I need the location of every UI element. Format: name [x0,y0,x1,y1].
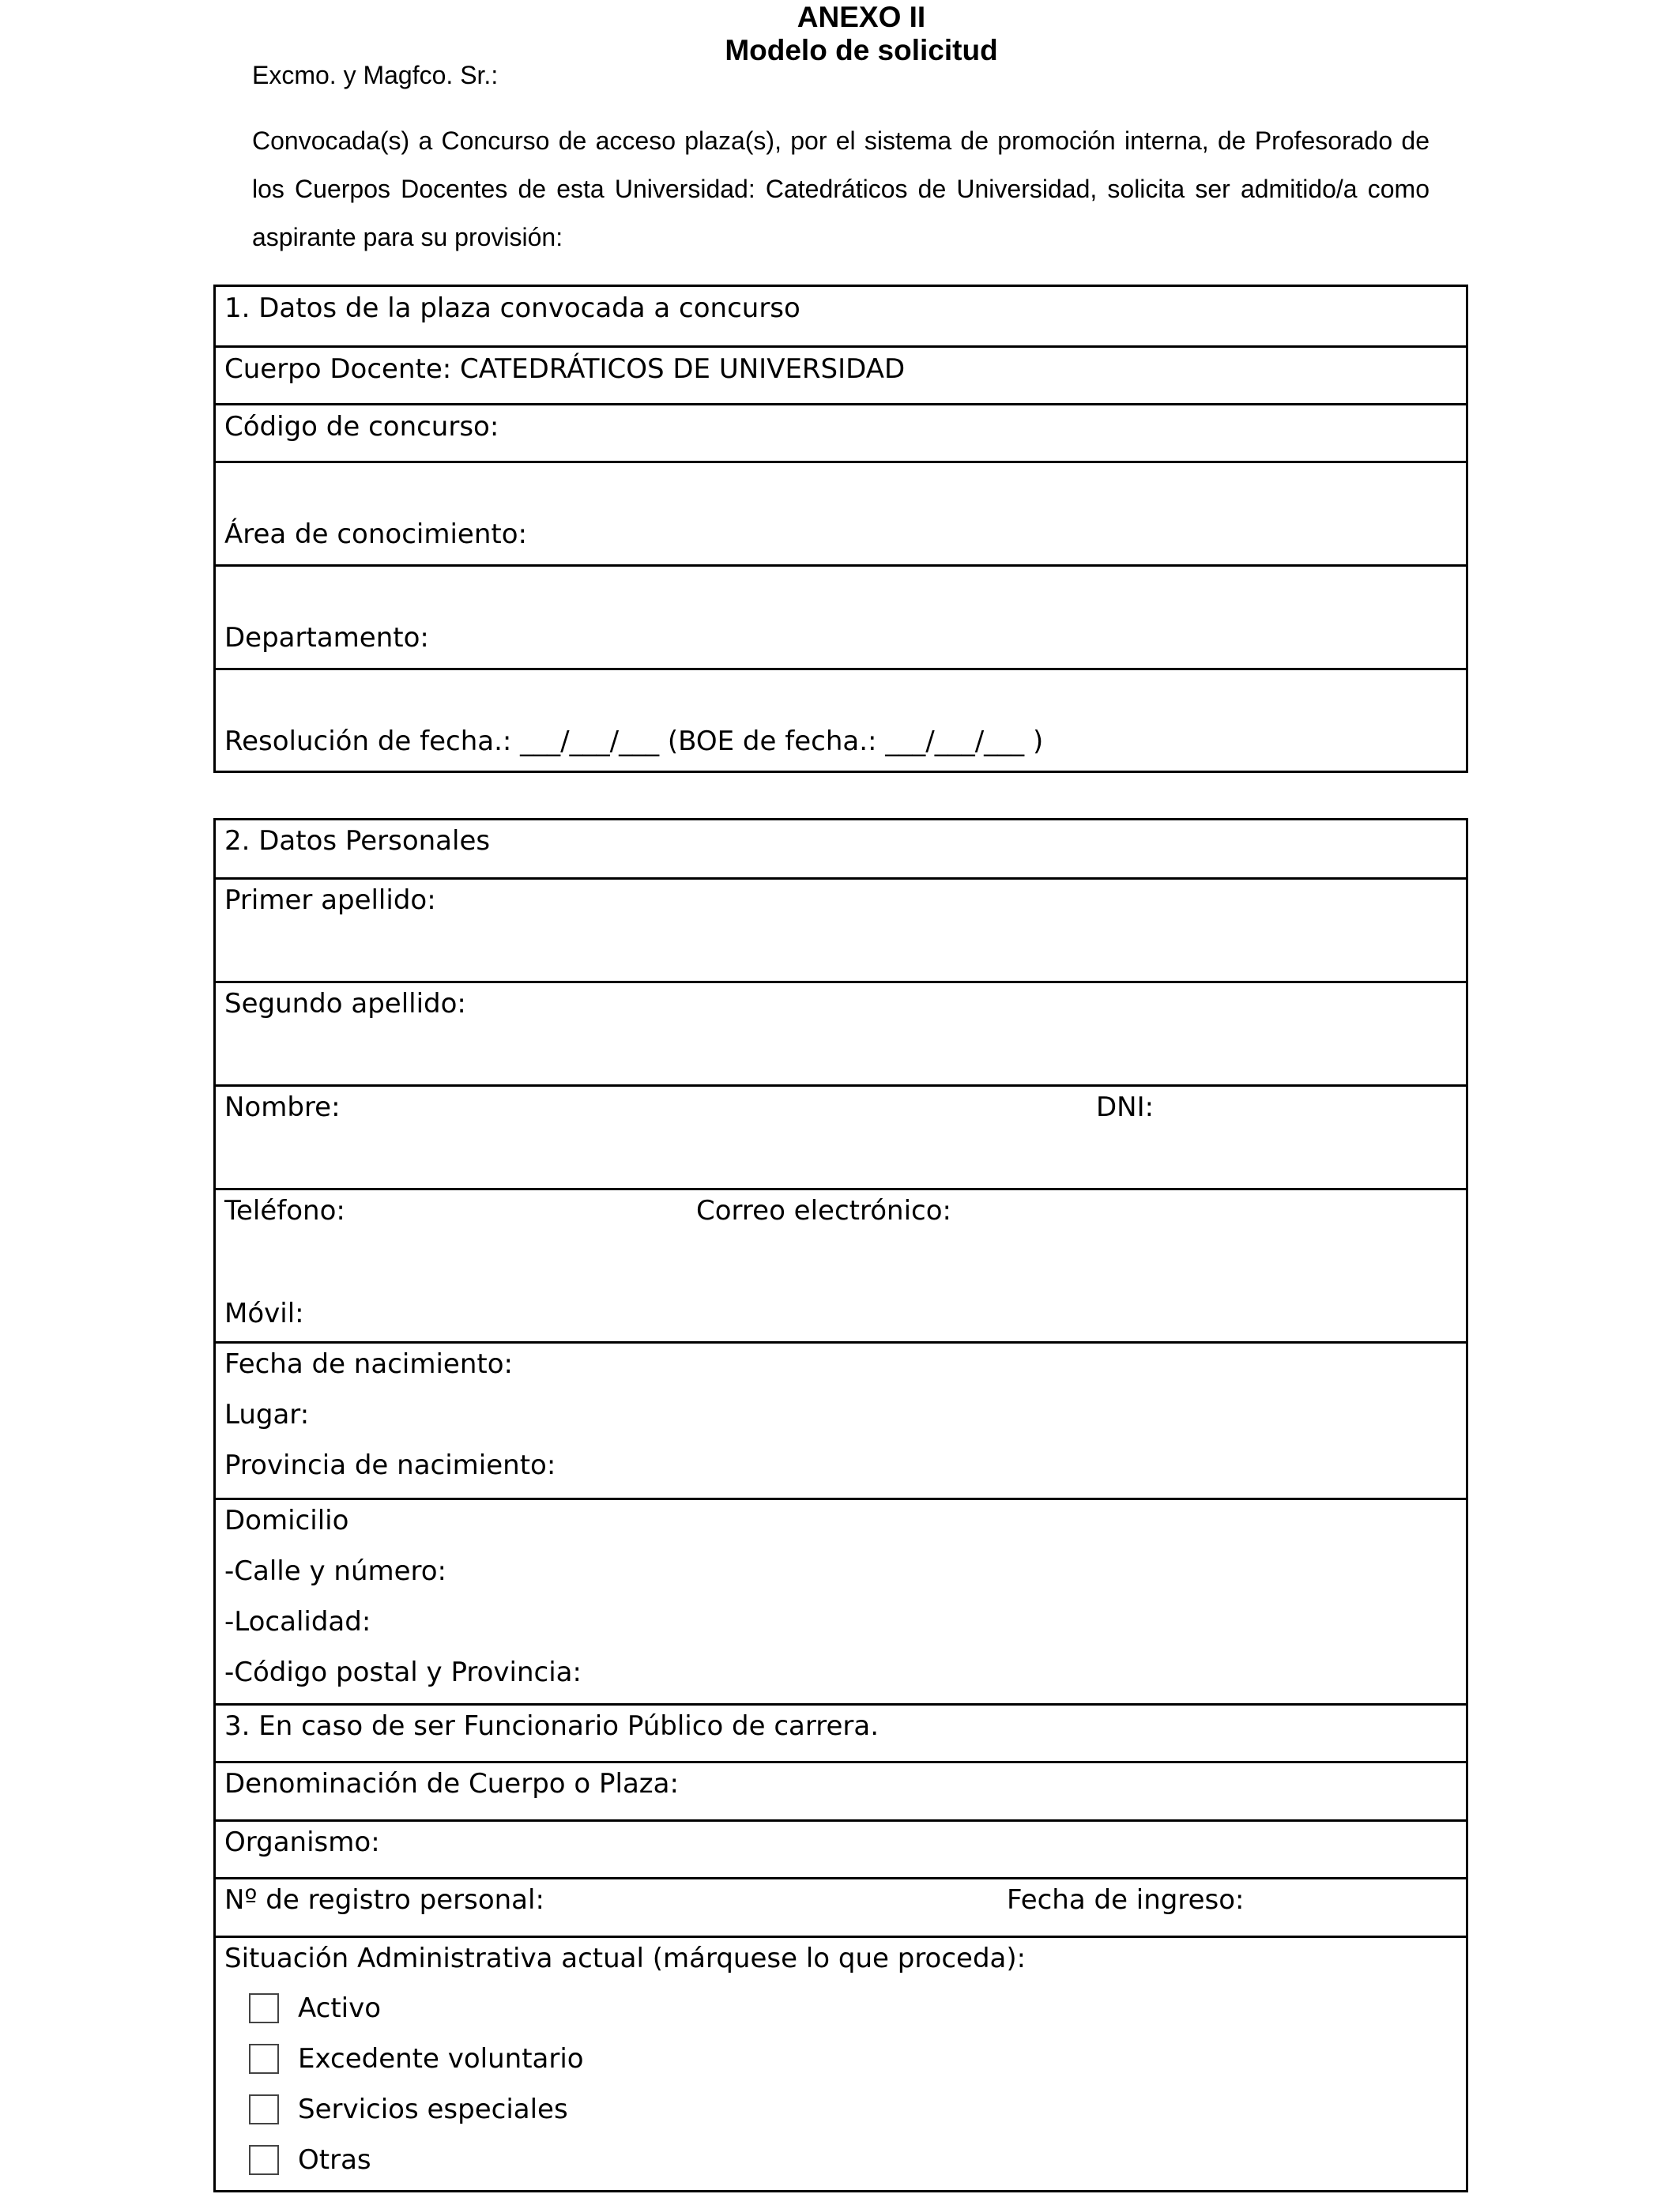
telefono-label: Teléfono: [224,1195,345,1227]
lugar-label: Lugar: [224,1399,310,1431]
calle-label: -Calle y número: [224,1555,447,1587]
segundo-apellido-label: Segundo apellido: [224,988,466,1020]
organismo-row[interactable] [216,1819,1466,1877]
segundo-apellido-row[interactable] [216,981,1466,1084]
movil-label: Móvil: [224,1298,304,1329]
checkbox-excedente-voluntario[interactable] [249,2044,279,2074]
section2-heading-row [216,820,1466,877]
salutation: Excmo. y Magfco. Sr.: [252,61,499,89]
situacion-row [216,1936,1466,2190]
fecha-nacimiento-label: Fecha de nacimiento: [224,1348,513,1380]
checkbox-activo[interactable] [249,1993,279,2023]
contacto-row[interactable] [216,1188,1466,1341]
annex-number: ANEXO II [797,1,926,33]
departamento-label: Departamento: [224,622,429,654]
denominacion-row[interactable] [216,1761,1466,1819]
resolucion-fecha-label: Resolución de fecha.: ___/___/___ (BOE de fecha.: ___/___/___ ) [224,726,1044,757]
domicilio-label: Domicilio [224,1505,349,1536]
checkbox-servicios-especiales[interactable] [249,2094,279,2124]
nombre-label: Nombre: [224,1091,341,1123]
dni-label: DNI: [1096,1091,1155,1123]
localidad-label: -Localidad: [224,1606,371,1638]
intro-paragraph: Convocada(s) a Concurso de acceso plaza(s), por el sistema de promoción interna, de Profesorado de los Cuerpos Docentes de esta Universidad: Catedráticos de Universidad, solicita ser admitido/a como aspirante para su provisión: [252,126,1430,251]
option-otras: Otras [298,2144,371,2176]
section1-heading: 1. Datos de la plaza convocada a concurso [224,292,800,324]
departamento-row[interactable] [216,564,1466,668]
form-title: Modelo de solicitud [725,34,998,66]
primer-apellido-label: Primer apellido: [224,884,436,916]
nacimiento-row[interactable] [216,1341,1466,1498]
denominacion-label: Denominación de Cuerpo o Plaza: [224,1768,679,1800]
section3-heading-row [216,1703,1466,1761]
section-plaza [213,285,1468,773]
section3-heading: 3. En caso de ser Funcionario Público de carrera. [224,1710,880,1742]
area-conocimiento-label: Área de conocimiento: [224,518,527,550]
primer-apellido-row[interactable] [216,877,1466,981]
domicilio-row[interactable] [216,1498,1466,1703]
cuerpo-row [216,345,1466,403]
registro-label: Nº de registro personal: [224,1884,544,1916]
section1-heading-row [216,287,1466,345]
correo-label: Correo electrónico: [696,1195,951,1227]
option-excedente-voluntario: Excedente voluntario [298,2043,584,2075]
cuerpo-docente: Cuerpo Docente: CATEDRÁTICOS DE UNIVERSIDAD [224,353,906,385]
section-personal [213,818,1468,2192]
codigo-postal-label: -Código postal y Provincia: [224,1657,582,1688]
codigo-concurso-label: Código de concurso: [224,411,499,443]
organismo-label: Organismo: [224,1826,380,1858]
nombre-dni-row[interactable] [216,1084,1466,1188]
situacion-label: Situación Administrativa actual (márquese lo que proceda): [224,1943,1026,1974]
area-row[interactable] [216,461,1466,564]
option-activo: Activo [298,1992,382,2024]
resolucion-row[interactable] [216,668,1466,771]
codigo-row[interactable] [216,403,1466,461]
section2-heading: 2. Datos Personales [224,825,491,857]
checkbox-otras[interactable] [249,2145,279,2175]
fecha-ingreso-label: Fecha de ingreso: [1007,1884,1245,1916]
registro-row[interactable] [216,1877,1466,1936]
provincia-nacimiento-label: Provincia de nacimiento: [224,1449,556,1481]
option-servicios-especiales: Servicios especiales [298,2094,568,2125]
